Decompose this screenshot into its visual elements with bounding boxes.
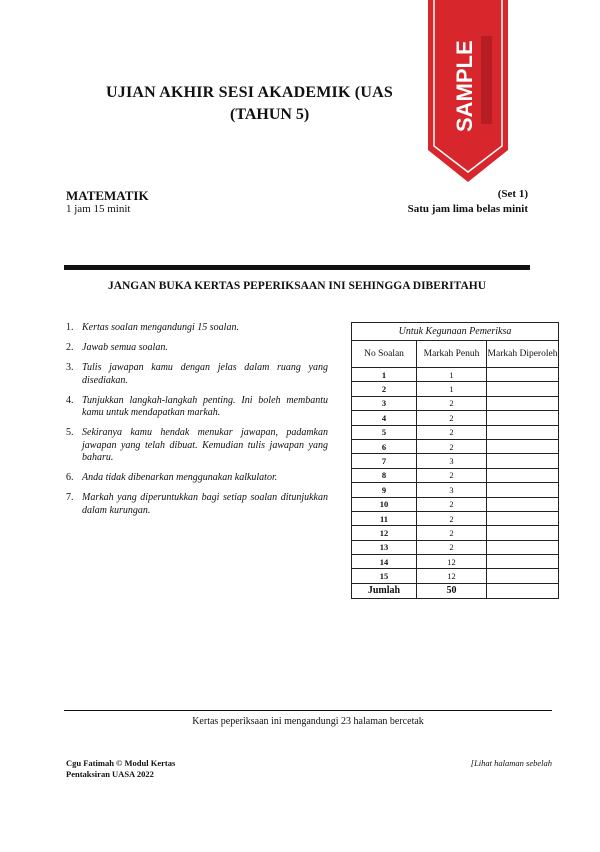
instruction-item: 7. Markah yang diperuntukkan bagi setiap soalan ditunjukkan dalam kurungan. [66, 492, 328, 516]
table-row [352, 396, 559, 410]
marks-table-body [352, 368, 559, 584]
full-marks-cell: 2 [417, 497, 487, 511]
column-header-full-marks: Markah Penuh [417, 341, 487, 368]
table-row [352, 468, 559, 482]
instruction-item: 3. Tulis jawapan kamu dengan jelas dalam ruang yang disediakan. [66, 362, 328, 386]
question-number-cell: 13 [352, 540, 417, 554]
total-value: 50 [417, 583, 487, 598]
marks-obtained-cell[interactable] [487, 569, 559, 583]
section-divider [64, 265, 530, 270]
full-marks-cell: 2 [417, 425, 487, 439]
column-header-question-no: No Soalan [352, 341, 417, 368]
sample-watermark-text: SAMPLE [452, 40, 477, 132]
marks-obtained-cell[interactable] [487, 540, 559, 554]
instructions-list [66, 322, 328, 525]
full-marks-cell: 3 [417, 454, 487, 468]
copyright-note [66, 758, 246, 780]
exam-duration-words: Satu jam lima belas minit [407, 203, 528, 215]
full-marks-cell: 2 [417, 468, 487, 482]
full-marks-cell: 2 [417, 511, 487, 525]
marks-obtained-cell[interactable] [487, 483, 559, 497]
table-row [352, 454, 559, 468]
full-marks-cell: 12 [417, 555, 487, 569]
full-marks-cell: 2 [417, 526, 487, 540]
question-number-cell: 10 [352, 497, 417, 511]
full-marks-cell: 1 [417, 382, 487, 396]
table-row [352, 497, 559, 511]
table-row [352, 569, 559, 583]
question-number-cell: 8 [352, 468, 417, 482]
marks-obtained-cell[interactable] [487, 411, 559, 425]
question-number-cell: 15 [352, 569, 417, 583]
table-row [352, 511, 559, 525]
full-marks-cell: 2 [417, 396, 487, 410]
marks-obtained-cell[interactable] [487, 497, 559, 511]
subject-name: MATEMATIK [66, 188, 149, 203]
full-marks-cell: 3 [417, 483, 487, 497]
instruction-item: 1. Kertas soalan mengandungi 15 soalan. [66, 322, 239, 333]
total-row [352, 583, 559, 598]
marks-obtained-cell[interactable] [487, 439, 559, 453]
question-number-cell: 11 [352, 511, 417, 525]
full-marks-cell: 12 [417, 569, 487, 583]
copyright-line-2: Pentaksiran UASA 2022 [66, 769, 154, 779]
full-marks-cell: 2 [417, 439, 487, 453]
question-number-cell: 9 [352, 483, 417, 497]
question-number-cell: 2 [352, 382, 417, 396]
marks-obtained-cell[interactable] [487, 468, 559, 482]
sample-ribbon-watermark [428, 0, 508, 182]
column-header-marks-obtained: Markah Diperoleh [487, 341, 559, 368]
marks-obtained-cell[interactable] [487, 511, 559, 525]
marks-obtained-cell[interactable] [487, 555, 559, 569]
instruction-item: 4. Tunjukkan langkah-langkah penting. Ini boleh membantu kamu untuk mendapatkan markah. [66, 394, 328, 418]
table-row [352, 411, 559, 425]
full-marks-cell: 2 [417, 411, 487, 425]
full-marks-cell: 2 [417, 540, 487, 554]
warning-notice: JANGAN BUKA KERTAS PEPERIKSAAN INI SEHINGGA DIBERITAHU [107, 280, 487, 292]
instruction-item: 2. Jawab semua soalan. [66, 342, 168, 353]
table-row [352, 540, 559, 554]
table-row [352, 368, 559, 382]
exam-title: UJIAN AKHIR SESI AKADEMIK (UAS [106, 84, 393, 101]
table-row [352, 425, 559, 439]
total-label: Jumlah [352, 583, 417, 598]
question-number-cell: 14 [352, 555, 417, 569]
instruction-item: 5. Sekiranya kamu hendak menukar jawapan, padamkan jawapan yang telah dibuat. Kemudian tulis jawapan yang baharu. [66, 427, 328, 463]
marks-obtained-cell[interactable] [487, 454, 559, 468]
exam-duration: 1 jam 15 minit [66, 203, 131, 215]
exam-set: (Set 1) [497, 188, 528, 200]
marks-obtained-cell[interactable] [487, 396, 559, 410]
marks-obtained-cell[interactable] [487, 526, 559, 540]
instruction-item: 6. Anda tidak dibenarkan menggunakan kalkulator. [66, 472, 278, 483]
page-count-note: Kertas peperiksaan ini mengandungi 23 halaman bercetak [192, 716, 424, 727]
ribbon-shape [428, 0, 508, 182]
question-number-cell: 3 [352, 396, 417, 410]
table-row [352, 483, 559, 497]
footer-divider [64, 710, 552, 711]
question-number-cell: 4 [352, 411, 417, 425]
table-caption: Untuk Kegunaan Pemeriksa [352, 323, 559, 341]
full-marks-cell: 1 [417, 368, 487, 382]
total-obtained-cell[interactable] [487, 583, 559, 598]
examiner-marks-table [351, 322, 559, 599]
question-number-cell: 1 [352, 368, 417, 382]
next-page-note: [Lihat halaman sebelah [470, 758, 552, 768]
question-number-cell: 12 [352, 526, 417, 540]
table-row [352, 555, 559, 569]
table-row [352, 439, 559, 453]
marks-obtained-cell[interactable] [487, 368, 559, 382]
question-number-cell: 7 [352, 454, 417, 468]
question-number-cell: 5 [352, 425, 417, 439]
exam-subtitle: (TAHUN 5) [230, 106, 310, 123]
copyright-line-1: Cgu Fatimah © Modul Kertas [66, 758, 176, 768]
question-number-cell: 6 [352, 439, 417, 453]
marks-obtained-cell[interactable] [487, 425, 559, 439]
table-row [352, 526, 559, 540]
marks-obtained-cell[interactable] [487, 382, 559, 396]
table-row [352, 382, 559, 396]
